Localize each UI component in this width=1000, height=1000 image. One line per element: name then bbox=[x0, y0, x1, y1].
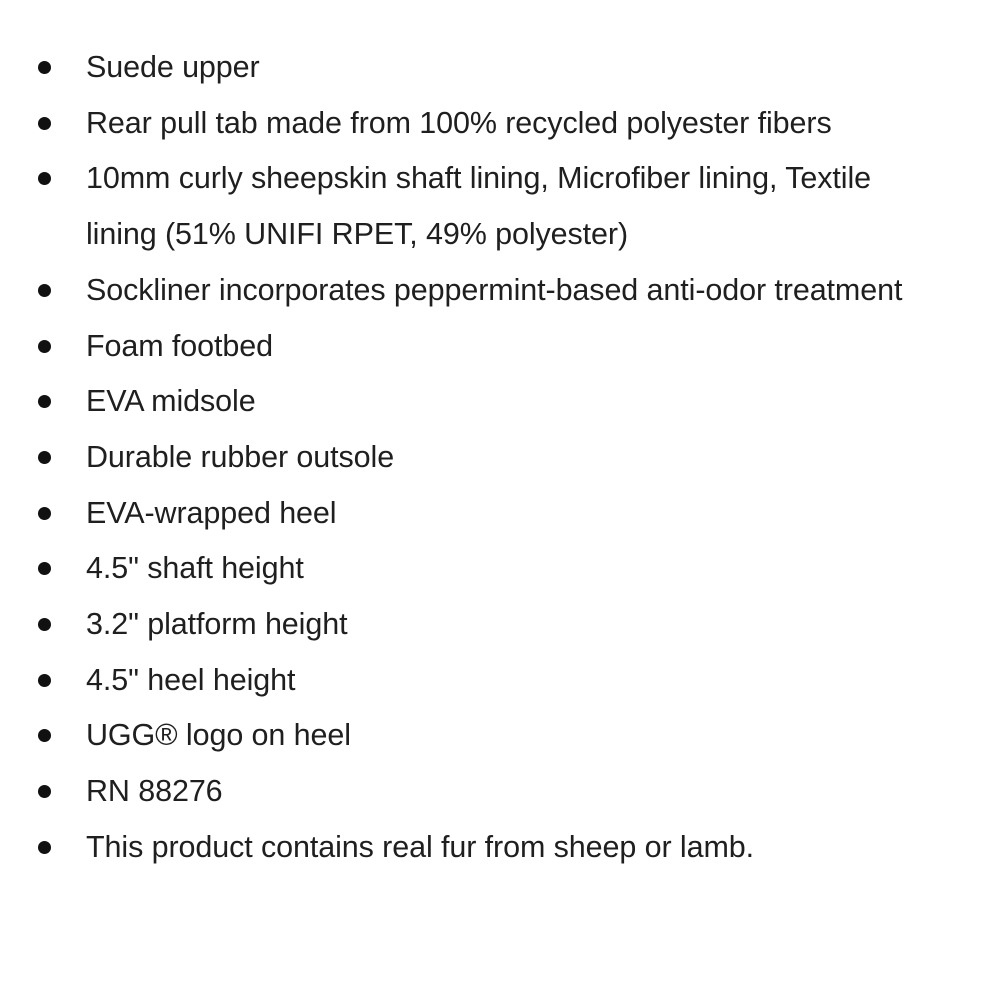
bullet-icon bbox=[38, 674, 51, 687]
feature-text: 4.5" heel height bbox=[86, 662, 296, 697]
feature-text: 10mm curly sheepskin shaft lining, Microfiber lining, Textile lining (51% UNIFI RPET, 49% polyester) bbox=[86, 161, 871, 252]
list-item bbox=[86, 40, 946, 96]
bullet-icon bbox=[38, 340, 51, 353]
feature-text: 4.5" shaft height bbox=[86, 551, 304, 586]
feature-text: 3.2" platform height bbox=[86, 607, 348, 642]
bullet-icon bbox=[38, 729, 51, 742]
list-item bbox=[86, 708, 946, 764]
feature-text: Suede upper bbox=[86, 50, 260, 84]
bullet-icon bbox=[38, 395, 51, 408]
bullet-icon bbox=[38, 562, 51, 575]
list-item bbox=[86, 597, 946, 653]
bullet-icon bbox=[38, 61, 51, 74]
bullet-icon bbox=[38, 284, 51, 297]
feature-list bbox=[0, 40, 946, 876]
list-item bbox=[86, 541, 946, 597]
feature-text: Rear pull tab made from 100% recycled polyester fibers bbox=[86, 105, 832, 140]
bullet-icon bbox=[38, 507, 51, 520]
bullet-icon bbox=[38, 451, 51, 464]
list-item bbox=[86, 319, 946, 375]
feature-text: RN 88276 bbox=[86, 774, 223, 809]
bullet-icon bbox=[38, 785, 51, 798]
bullet-icon bbox=[38, 172, 51, 185]
list-item bbox=[86, 151, 946, 262]
bullet-icon bbox=[38, 618, 51, 631]
feature-text: This product contains real fur from sheep or lamb. bbox=[86, 829, 754, 864]
feature-text: EVA-wrapped heel bbox=[86, 495, 337, 530]
bullet-icon bbox=[38, 117, 51, 130]
list-item bbox=[86, 486, 946, 542]
list-item bbox=[86, 820, 946, 876]
list-item bbox=[86, 653, 946, 709]
feature-text: Durable rubber outsole bbox=[86, 439, 395, 474]
feature-text: UGG® logo on heel bbox=[86, 718, 351, 753]
list-item bbox=[86, 374, 946, 430]
feature-text: Sockliner incorporates peppermint-based anti-odor treatment bbox=[86, 272, 903, 307]
bullet-icon bbox=[38, 841, 51, 854]
list-item bbox=[86, 764, 946, 820]
feature-text: Foam footbed bbox=[86, 328, 273, 363]
list-item bbox=[86, 96, 946, 152]
list-item bbox=[86, 430, 946, 486]
list-item bbox=[86, 263, 946, 319]
feature-text: EVA midsole bbox=[86, 384, 256, 419]
